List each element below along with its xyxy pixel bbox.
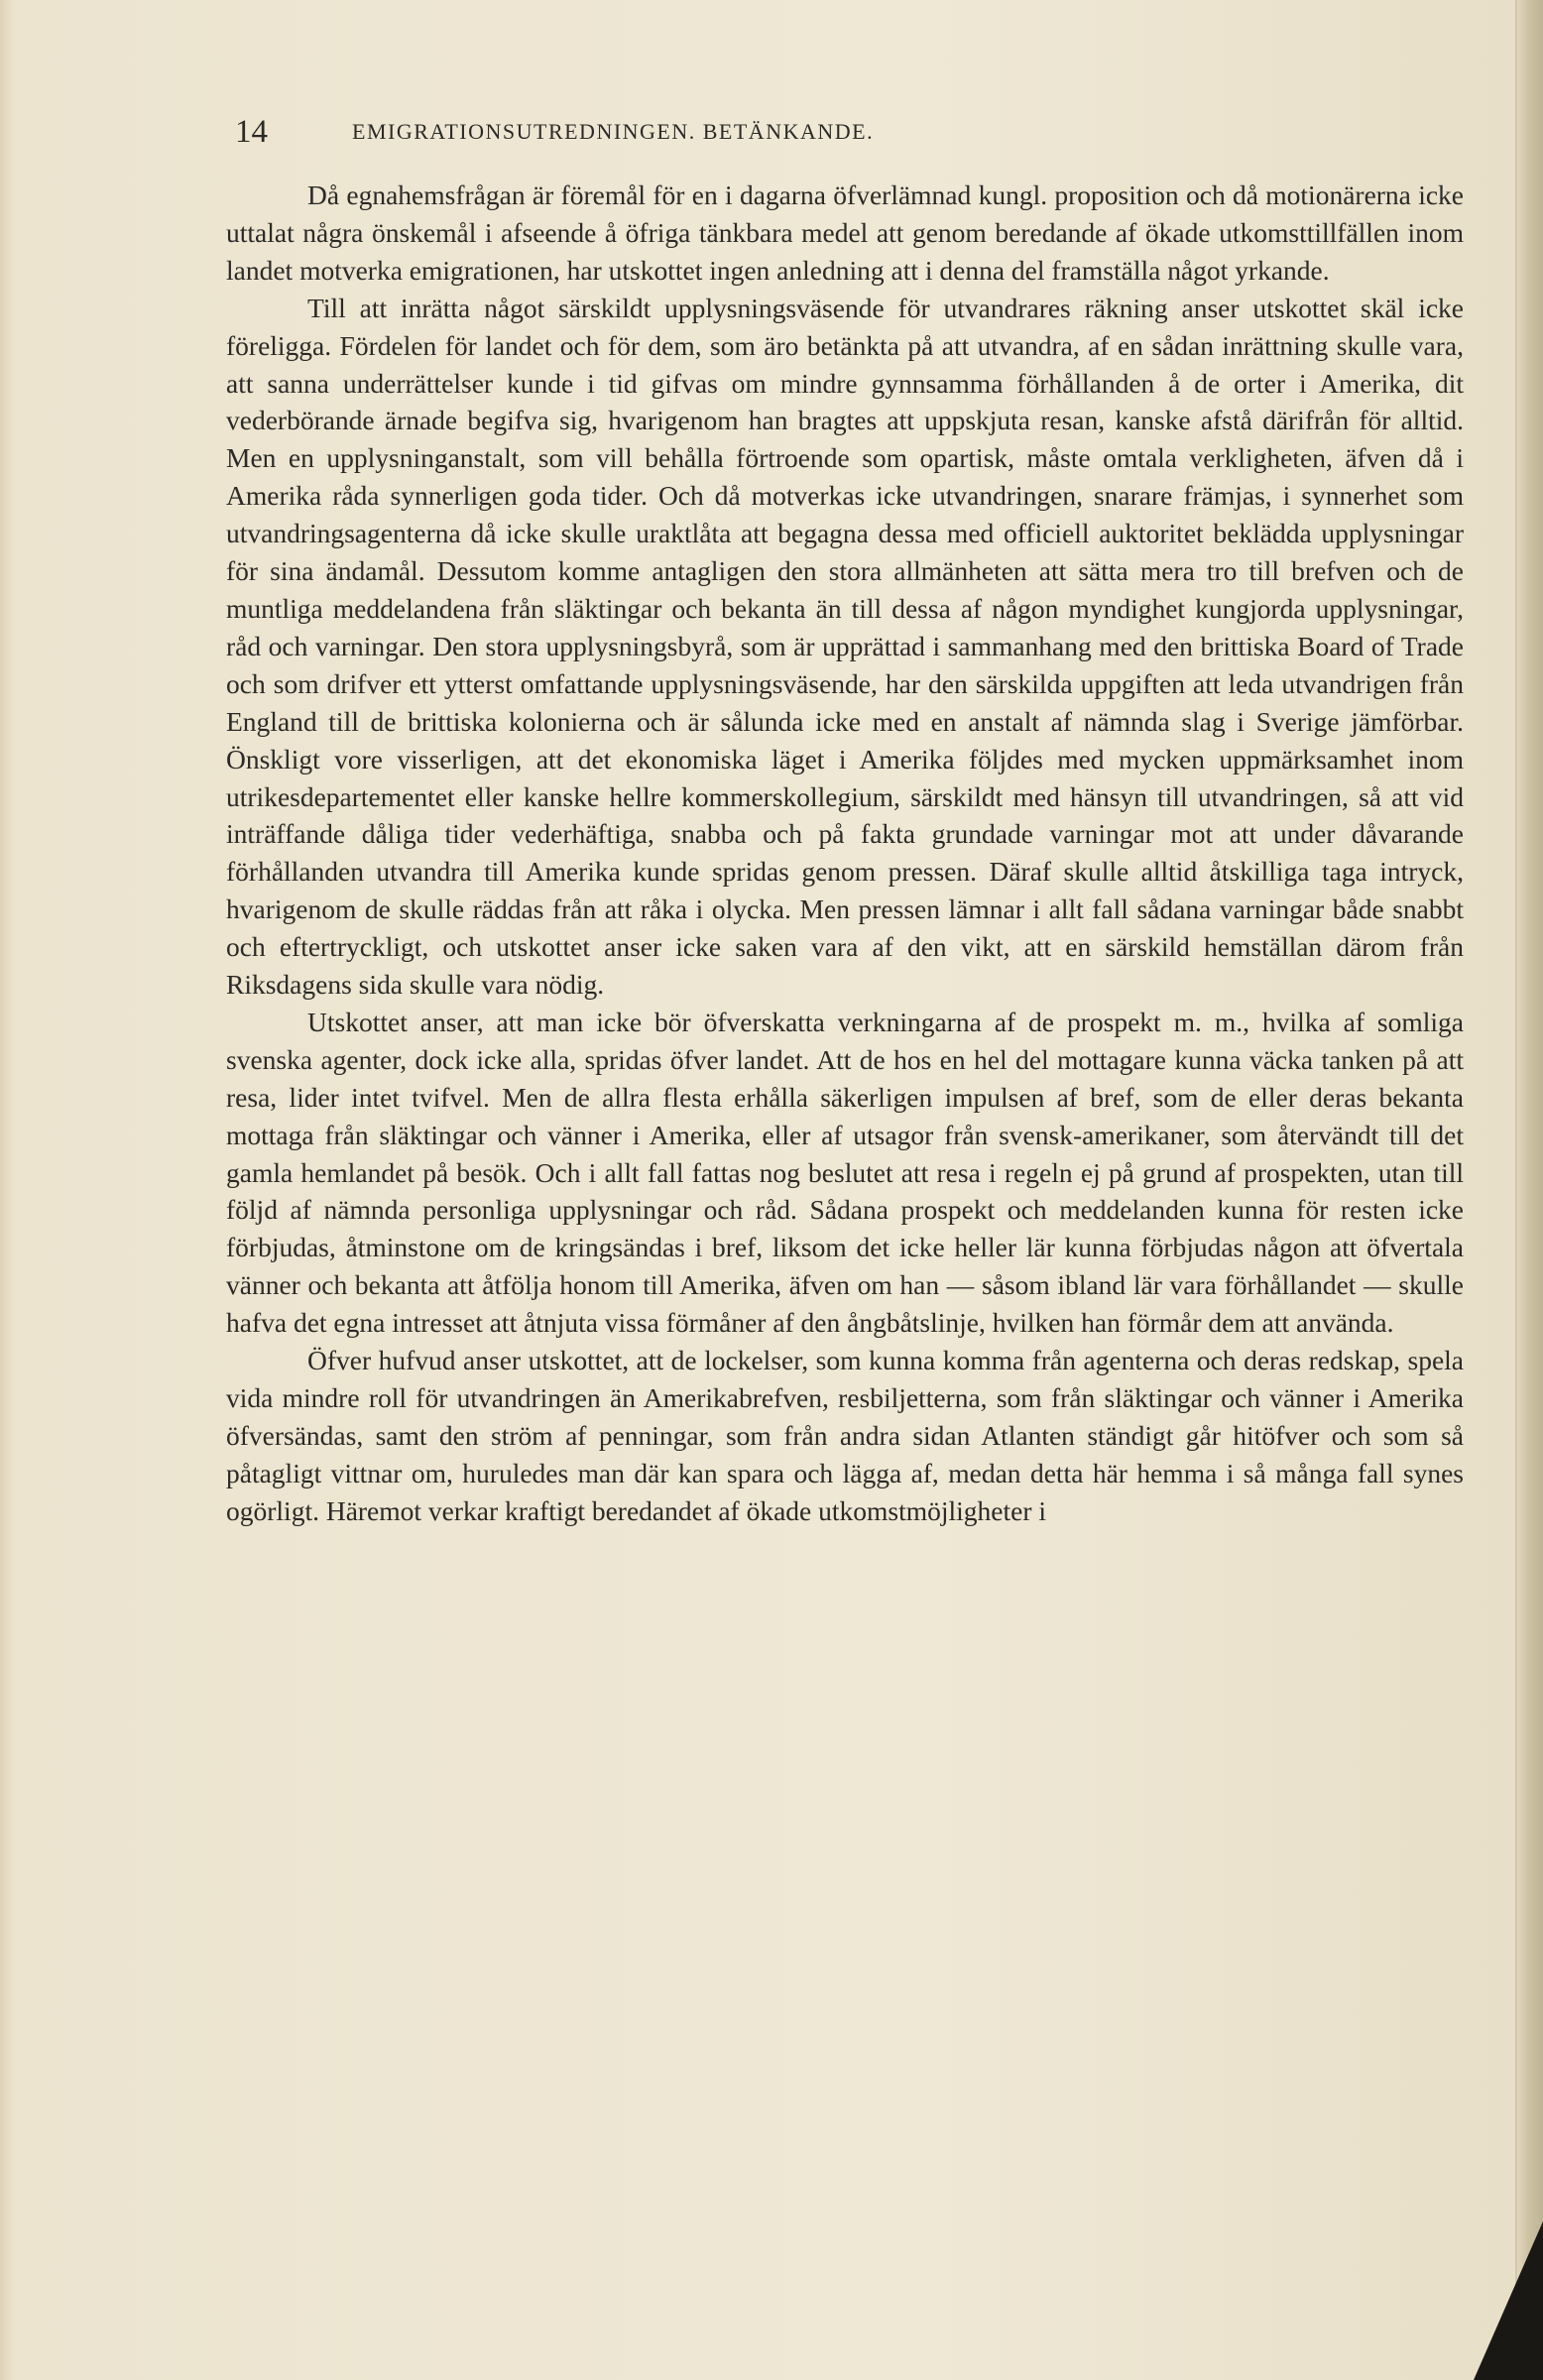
running-title: EMIGRATIONSUTREDNINGEN. BETÄNKANDE.: [352, 119, 875, 144]
paragraph: Öfver hufvud anser utskottet, att de lockelser, som kunna komma från agenterna och deras redskap, spela vida mindre roll för utvandringen än Amerikabrefven, resbiljetterna, som från släktingar och vänner i Amerika öfversändas, samt den ström af penningar, som från andra sidan Atlanten ständigt går hitöfver och som så påtagligt vittnar om, huruledes man där kan spara och lägga af, medan detta här hemma i så många fall synes ogörligt. Häremot verkar kraftigt beredandet af ökade utkomstmöjligheter i: [226, 1345, 1464, 1526]
body-text: [226, 177, 1464, 1530]
paragraph: Till att inrätta något särskildt upplysningsväsende för utvandrares räkning anser utskottet skäl icke föreligga. Fördelen för landet och för dem, som äro betänkta på att utvandra, af en sådan inrättning skulle vara, att sanna underrättelser kunde i tid gifvas om mindre gynnsamma förhållanden å de orter i Amerika, dit vederbörande ärnade begifva sig, hvarigenom han bragtes att uppskjuta resan, kanske afstå därifrån för alltid. Men en upplysninganstalt, som vill behålla förtroende som opartisk, måste omtala verkligheten, äfven då i Amerika råda synnerligen goda tider. Och då motverkas icke utvandringen, snarare främjas, i synnerhet som utvandringsagenterna då icke skulle uraktlåta att begagna dessa med officiell auktoritet beklädda upplysningar för sina ändamål. Dessutom komme antagligen den stora allmänheten att sätta mera tro till brefven och de muntliga meddelandena från släktingar och bekanta än till dessa af någon myndighet kungjorda upplysningar, råd och varningar. Den stora upplysningsbyrå, som är upprättad i sammanhang med den brittiska Board of Trade och som drifver ett ytterst omfattande upplysningsväsende, har den särskilda uppgiften att leda utvandrigen från England till de brittiska kolonierna och är sålunda icke med en anstalt af nämnda slag i Sverige jämförbar. Önskligt vore visserligen, att det ekonomiska läget i Amerika följdes med mycken uppmärksamhet inom utrikesdepartementet eller kanske hellre kommerskollegium, särskildt med hänsyn till utvandringen, så att vid inträffande dåliga tider vederhäftiga, snabba och på fakta grundade varningar mot att under dåvarande förhållanden utvandra till Amerika kunde spridas genom pressen. Däraf skulle alltid åtskilliga taga intryck, hvarigenom de skulle räddas från att råka i olycka. Men pressen lämnar i allt fall sådana varningar både snabbt och eftertryckligt, och utskottet anser icke saken vara af den vikt, att en särskild hemställan därom från Riksdagens sida skulle vara nödig.: [226, 292, 1464, 1001]
page-header: [235, 107, 1465, 157]
paragraph: Då egnahemsfrågan är föremål för en i dagarna öfverlämnad kungl. proposition och då motionärerna icke uttalat några önskemål i afseende å öfriga tänkbara medel att genom beredande af ökade utkomsttillfällen inom landet motverka emigrationen, har utskottet ingen anledning att i denna del framställa något yrkande.: [226, 179, 1464, 286]
page-number: 14: [235, 113, 268, 150]
book-spine-edge: [1517, 0, 1543, 2380]
page-corner-shadow: [1474, 2221, 1543, 2380]
paragraph: Utskottet anser, att man icke bör öfverskatta verkningarna af de prospekt m. m., hvilka af somliga svenska agenter, dock icke alla, spridas öfver landet. Att de hos en hel del mottagare kunna väcka tanken på att resa, lider intet tvifvel. Men de allra flesta erhålla säkerligen impulsen af bref, som de eller deras bekanta mottaga från släktingar och vänner i Amerika, eller af utsagor från svensk-amerikaner, som återvändt till det gamla hemlandet på besök. Och i allt fall fattas nog beslutet att resa i regeln ej på grund af prospekten, utan till följd af nämnda personliga upplysningar och råd. Sådana prospekt och meddelanden kunna för resten icke förbjudas, åtminstone om de kringsändas i bref, liksom det icke heller lär kunna förbjudas någon att öfvertala vänner och bekanta att åtfölja honom till Amerika, äfven om han — såsom ibland lär vara förhållandet — skulle hafva det egna intresset att åtnjuta vissa förmåner af den ångbåtslinje, hvilken han förmår dem att använda.: [226, 1006, 1464, 1339]
